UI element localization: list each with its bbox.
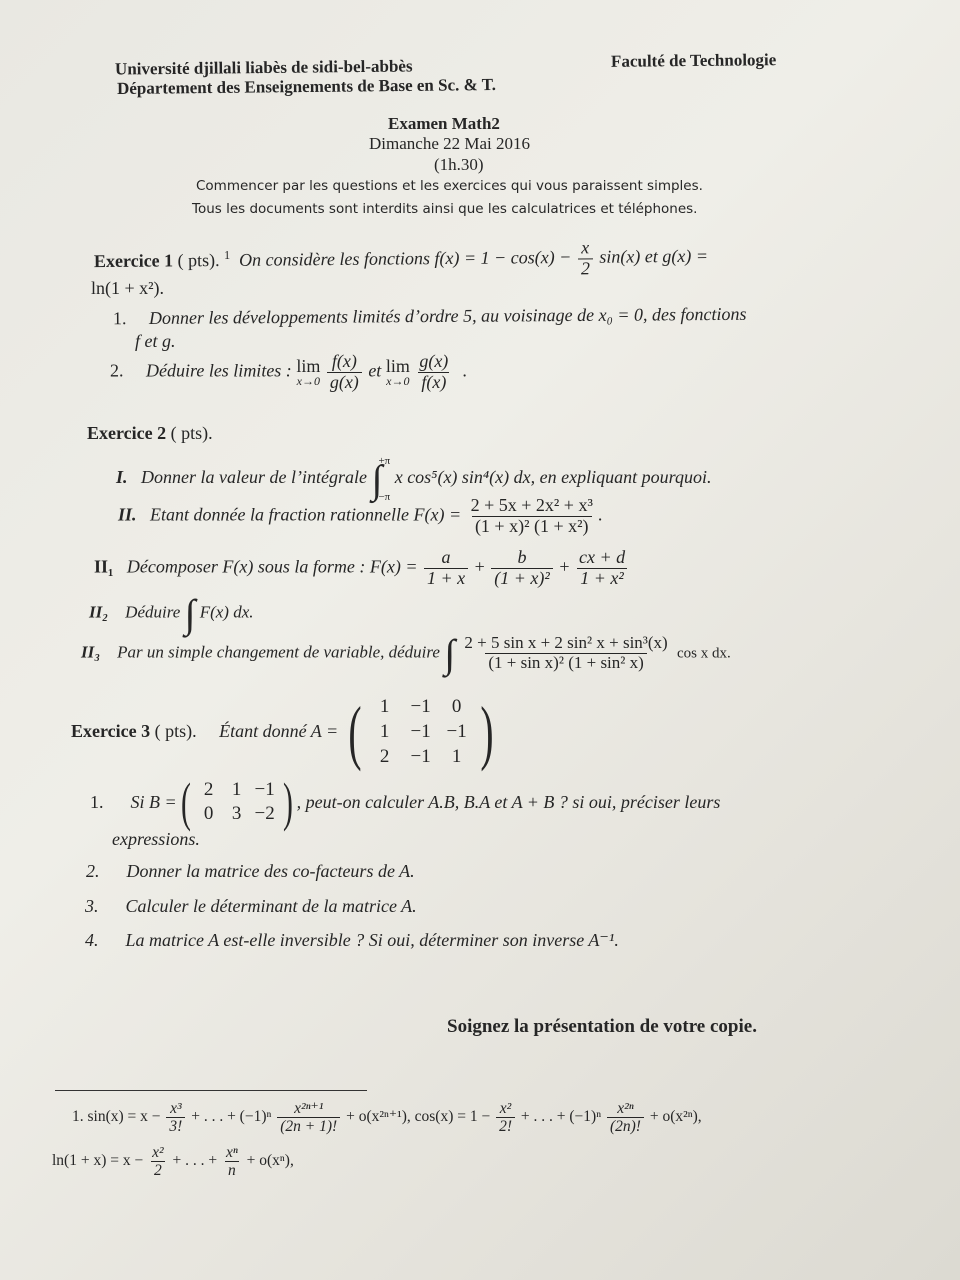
fn-text: ln(1 + x) = x − <box>52 1152 144 1170</box>
ex2-part-II3 <box>81 630 731 677</box>
upper-bound: +π <box>378 455 391 467</box>
exam-duration: (1h.30) <box>434 155 484 174</box>
closing-remark: Soignez la présentation de votre copie. <box>447 1016 757 1037</box>
fn-text: + o(x²ⁿ⁺¹), cos(x) = 1 − <box>346 1108 491 1126</box>
integral-sign: ∫ <box>371 456 383 502</box>
part-text: Etant donnée la fraction rationnelle F(x) = <box>150 504 462 525</box>
fn-text: + . . . + (−1)ⁿ <box>520 1108 602 1126</box>
part-text: Décomposer F(x) sous la forme : F(x) = <box>126 556 418 577</box>
frac-den: g(x) <box>327 372 362 393</box>
ex1-intro-line2: ln(1 + x²). <box>91 278 165 298</box>
matrix-entry: −1 <box>254 779 275 800</box>
ex3-question-1 <box>90 772 721 832</box>
frac-den: 1 + x² <box>577 568 627 589</box>
matrix-entry: −1 <box>410 696 431 717</box>
matrix-entry: 1 <box>379 721 390 742</box>
fraction-g-over-f <box>416 352 451 393</box>
matrix-entry: −1 <box>410 746 431 767</box>
university-name: Université djillali liabès de sidi-bel-abbès <box>114 56 413 79</box>
q-text: Déduire les limites : <box>146 360 292 381</box>
frac-den: (1 + sin x)² (1 + sin² x) <box>485 653 646 673</box>
lower-bound: −π <box>378 491 391 503</box>
frac-num: a <box>441 547 451 567</box>
conj-et: et <box>368 360 382 381</box>
part-number: II₂ <box>89 602 109 622</box>
exercise-3-points: ( pts). <box>154 721 197 741</box>
lim-sub: x→0 <box>296 374 320 389</box>
ex2-part-II: II. Etant donnée la fraction rationnelle F(x) = $\frac{\text{2 + 5x + 2x² + x³}}{\text{(1 + x)² (1 + x²)}}$ . <box>118 495 603 536</box>
matrix-entry: 0 <box>203 803 214 824</box>
fraction-x-over-2 <box>578 238 593 279</box>
limit-operator <box>296 357 320 387</box>
integrand: F(x) dx. <box>199 602 254 622</box>
frac-num: xⁿ <box>226 1144 238 1161</box>
part-number: I. <box>116 467 128 488</box>
ex2-part-II1: II₁ Décomposer F(x) sous la forme : F(x) = $\frac{a}{1 + x}$ + $\frac{b}{\text{(1 + x)²}}$ + $\frac{cx + d}{\text{1 + x²}}$ <box>94 548 630 589</box>
term-a <box>424 548 468 589</box>
matrix-entry: 2 <box>379 746 390 767</box>
ex3-question-4 <box>85 930 619 951</box>
frac-num: cx + d <box>578 547 626 567</box>
right-paren: ) <box>282 772 293 832</box>
exam-title: Examen Math2 <box>388 114 500 133</box>
rational-fraction <box>468 496 596 537</box>
q-number: 4. <box>85 930 99 950</box>
matrix-entry: 1 <box>379 696 390 717</box>
frac-num: 2 + 5 sin x + 2 sin² x + sin³(x) <box>464 633 668 653</box>
q-number: 1. <box>112 308 127 329</box>
ex1-intro-b: sin(x) et g(x) = <box>599 245 709 267</box>
lim-word: lim <box>385 356 410 377</box>
frac-num: g(x) <box>419 351 449 371</box>
q-text: La matrice A est-elle inversible ? Si oui, déterminer son inverse A⁻¹. <box>125 930 619 950</box>
integral-sign: ∫ <box>444 631 456 676</box>
matrix-entry: 2 <box>203 779 214 800</box>
part-text-end: en expliquant pourquoi. <box>539 467 712 488</box>
left-paren: ( <box>180 772 191 832</box>
matrix-entry: 3 <box>231 803 242 824</box>
fn-frac <box>149 1144 167 1179</box>
ex3-question-1-line2: expressions. <box>112 829 200 849</box>
frac-den: (2n)! <box>607 1117 644 1135</box>
matrix-entry: −2 <box>254 803 275 824</box>
trig-fraction <box>461 634 670 672</box>
frac-den: (2n + 1)! <box>277 1117 340 1135</box>
frac-num: x²ⁿ⁺¹ <box>294 1100 324 1117</box>
footnote-line-2 <box>52 1144 294 1179</box>
right-paren: ) <box>480 691 494 772</box>
footnote-rule <box>55 1090 367 1091</box>
exercise-2-heading <box>87 423 213 444</box>
fn-frac <box>166 1100 185 1135</box>
part-text: Déduire <box>125 602 181 622</box>
integrand: x cos⁵(x) sin⁴(x) dx, <box>394 467 536 488</box>
frac-num: x <box>581 237 590 258</box>
exam-date: Dimanche 22 Mai 2016 <box>369 134 530 153</box>
frac-num: f(x) <box>331 351 357 371</box>
exercise-1-title: Exercice 1 <box>93 250 174 272</box>
matrix-B-entries <box>195 778 279 826</box>
fn-text: 1. sin(x) = x − <box>72 1108 161 1126</box>
frac-num: x³ <box>170 1100 182 1117</box>
frac-num: x²ⁿ <box>617 1100 634 1117</box>
frac-den: f(x) <box>418 372 449 393</box>
q-text-cont: , peut-on calculer A.B, B.A et A + B ? si oui, préciser leurs <box>296 791 721 812</box>
ex1-question-2 <box>110 352 467 393</box>
frac-den: 3! <box>166 1117 185 1135</box>
given-text: Étant donné A = <box>219 721 339 741</box>
fn-frac <box>277 1100 340 1135</box>
fn-text: + o(xⁿ), <box>246 1152 294 1170</box>
integrand-end: cos x dx. <box>676 645 731 662</box>
q-number: 3. <box>85 896 99 916</box>
part-number: II₃ <box>81 642 101 662</box>
exercise-2-title: Exercice 2 <box>87 423 167 443</box>
term-cd <box>576 548 628 589</box>
fn-frac <box>223 1144 241 1179</box>
exercise-1-statement <box>94 237 708 283</box>
fn-text: + . . . + <box>172 1152 218 1170</box>
ex1-question-1-line2: f et g. <box>135 331 176 351</box>
q-number: 2. <box>86 861 100 881</box>
q-text: Calculer le déterminant de la matrice A. <box>125 896 417 916</box>
frac-den: n <box>225 1161 239 1179</box>
fn-frac <box>607 1100 644 1135</box>
period: . <box>462 360 467 381</box>
lim-sub: x→0 <box>386 374 410 389</box>
fn-frac <box>496 1100 515 1135</box>
fraction-f-over-g <box>327 352 362 393</box>
q-number: 1. <box>90 791 104 812</box>
frac-den: 1 + x <box>424 568 468 589</box>
frac-num: x² <box>152 1144 164 1161</box>
q-number: 2. <box>110 360 124 381</box>
left-paren: ( <box>348 691 362 772</box>
ex3-question-2 <box>86 861 415 882</box>
frac-num: b <box>517 547 527 567</box>
fn-text: + . . . + (−1)ⁿ <box>191 1108 272 1126</box>
footnote-line-1 <box>72 1100 702 1135</box>
matrix-B <box>177 772 297 832</box>
exercise-1-points: ( pts). <box>177 250 220 271</box>
instruction-2: Tous les documents sont interdits ainsi que les calculatrices et téléphones. <box>192 201 698 217</box>
instruction-1: Commencer par les questions et les exercices qui vous paraissent simples. <box>196 178 703 194</box>
q-text: Si B = <box>130 791 177 812</box>
exercise-3-title: Exercice 3 <box>71 721 151 741</box>
footnote-mark: 1 <box>224 247 231 262</box>
part-number: II. <box>118 504 137 525</box>
matrix-A <box>343 691 499 772</box>
matrix-entry: −1 <box>410 721 431 742</box>
matrix-entry: 0 <box>451 696 462 717</box>
part-number: II₁ <box>94 556 114 577</box>
department-name: Département des Enseignements de Base en Sc. & T. <box>116 75 497 98</box>
matrix-A-entries <box>367 694 475 769</box>
frac-den: 2 <box>151 1161 165 1179</box>
exercise-2-points: ( pts). <box>170 423 213 443</box>
q-text: Donner les développements limités d’ordre 5, au voisinage de x₀ = 0, des fonctions <box>148 303 747 328</box>
ex1-intro-a: On considère les fonctions f(x) = 1 − cos(x) − <box>239 246 572 270</box>
ex3-question-3 <box>85 896 417 917</box>
integral-sign: ∫ <box>184 591 196 636</box>
frac-den: (1 + x)² <box>491 568 553 589</box>
q-text: Donner la matrice des co-facteurs de A. <box>126 861 415 881</box>
lim-word: lim <box>296 356 321 377</box>
faculty-name: Faculté de Technologie <box>610 50 777 71</box>
part-text: Donner la valeur de l’intégrale <box>141 467 367 488</box>
frac-num: x² <box>499 1100 512 1117</box>
term-b <box>491 548 553 589</box>
frac-den: 2! <box>496 1117 515 1135</box>
frac-den: 2 <box>578 258 593 279</box>
exercise-3-statement <box>71 691 499 772</box>
matrix-entry: 1 <box>451 746 462 767</box>
part-text: Par un simple changement de variable, déduire <box>117 642 440 662</box>
limit-operator <box>386 357 410 387</box>
frac-den: (1 + x)² (1 + x²) <box>472 516 592 537</box>
ex1-question-1 <box>113 304 747 329</box>
matrix-entry: 1 <box>231 779 242 800</box>
matrix-entry: −1 <box>446 721 467 742</box>
fn-text: + o(x²ⁿ), <box>649 1108 702 1126</box>
frac-num: 2 + 5x + 2x² + x³ <box>470 495 593 515</box>
